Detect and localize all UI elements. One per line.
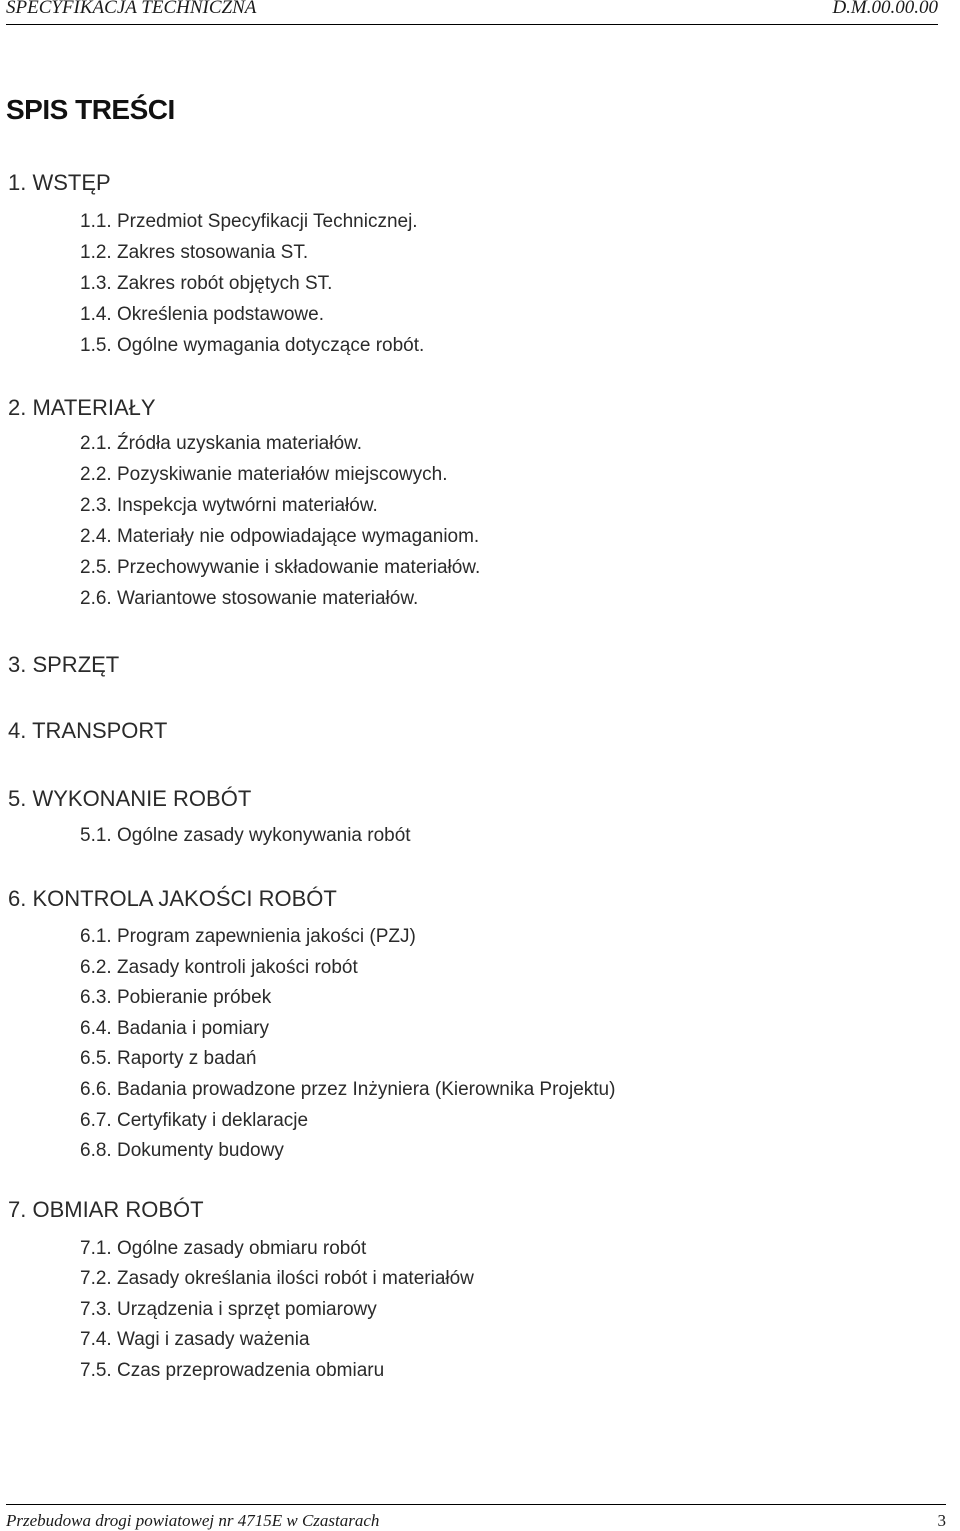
toc-item-5-1: 5.1. Ogólne zasady wykonywania robót bbox=[80, 825, 411, 846]
toc-item-2-5: 2.5. Przechowywanie i składowanie materiałów. bbox=[80, 557, 481, 578]
header-doc-code: D.M.00.00.00 bbox=[832, 0, 938, 18]
toc-item-6-3: 6.3. Pobieranie próbek bbox=[80, 987, 272, 1008]
toc-item-2-4: 2.4. Materiały nie odpowiadające wymaganiom. bbox=[80, 526, 480, 547]
toc-item-1-1: 1.1. Przedmiot Specyfikacji Technicznej. bbox=[80, 211, 418, 232]
toc-section-5: 5. WYKONANIE ROBÓT bbox=[8, 786, 252, 811]
toc-item-7-2: 7.2. Zasady określania ilości robót i materiałów bbox=[80, 1268, 474, 1289]
toc-item-6-4: 6.4. Badania i pomiary bbox=[80, 1018, 270, 1039]
toc-item-7-3: 7.3. Urządzenia i sprzęt pomiarowy bbox=[80, 1299, 377, 1320]
toc-item-7-4: 7.4. Wagi i zasady ważenia bbox=[80, 1329, 310, 1350]
footer-project-name: Przebudowa drogi powiatowej nr 4715E w Czastarach bbox=[6, 1511, 380, 1530]
footer-page-number: 3 bbox=[937, 1511, 946, 1530]
toc-item-6-6: 6.6. Badania prowadzone przez Inżyniera (Kierownika Projektu) bbox=[80, 1079, 616, 1100]
toc-item-1-2: 1.2. Zakres stosowania ST. bbox=[80, 242, 309, 263]
toc-section-2: 2. MATERIAŁY bbox=[8, 395, 156, 420]
toc-item-2-3: 2.3. Inspekcja wytwórni materiałów. bbox=[80, 495, 378, 516]
toc-item-7-1: 7.1. Ogólne zasady obmiaru robót bbox=[80, 1238, 367, 1259]
toc-item-6-2: 6.2. Zasady kontroli jakości robót bbox=[80, 957, 358, 978]
toc-section-7: 7. OBMIAR ROBÓT bbox=[8, 1197, 204, 1222]
toc-item-2-2: 2.2. Pozyskiwanie materiałów miejscowych. bbox=[80, 464, 448, 485]
page-footer bbox=[6, 1504, 946, 1530]
toc-section-6: 6. KONTROLA JAKOŚCI ROBÓT bbox=[8, 886, 337, 911]
toc-item-7-5: 7.5. Czas przeprowadzenia obmiaru bbox=[80, 1360, 385, 1381]
toc-item-6-7: 6.7. Certyfikaty i deklaracje bbox=[80, 1110, 309, 1131]
page-title: SPIS TREŚCI bbox=[6, 94, 175, 125]
header-doc-type: SPECYFIKACJA TECHNICZNA bbox=[6, 0, 257, 18]
toc-item-1-3: 1.3. Zakres robót objętych ST. bbox=[80, 273, 333, 294]
toc-section-1: 1. WSTĘP bbox=[8, 170, 111, 195]
toc-section-3: 3. SPRZĘT bbox=[8, 652, 120, 677]
toc-section-4: 4. TRANSPORT bbox=[8, 718, 168, 743]
toc-item-2-1: 2.1. Źródła uzyskania materiałów. bbox=[80, 433, 362, 454]
toc-item-1-4: 1.4. Określenia podstawowe. bbox=[80, 304, 324, 325]
toc-item-6-1: 6.1. Program zapewnienia jakości (PZJ) bbox=[80, 926, 416, 947]
toc-item-2-6: 2.6. Wariantowe stosowanie materiałów. bbox=[80, 588, 419, 609]
toc-item-6-5: 6.5. Raporty z badań bbox=[80, 1048, 257, 1069]
toc-item-1-5: 1.5. Ogólne wymagania dotyczące robót. bbox=[80, 335, 425, 356]
toc-item-6-8: 6.8. Dokumenty budowy bbox=[80, 1140, 284, 1161]
